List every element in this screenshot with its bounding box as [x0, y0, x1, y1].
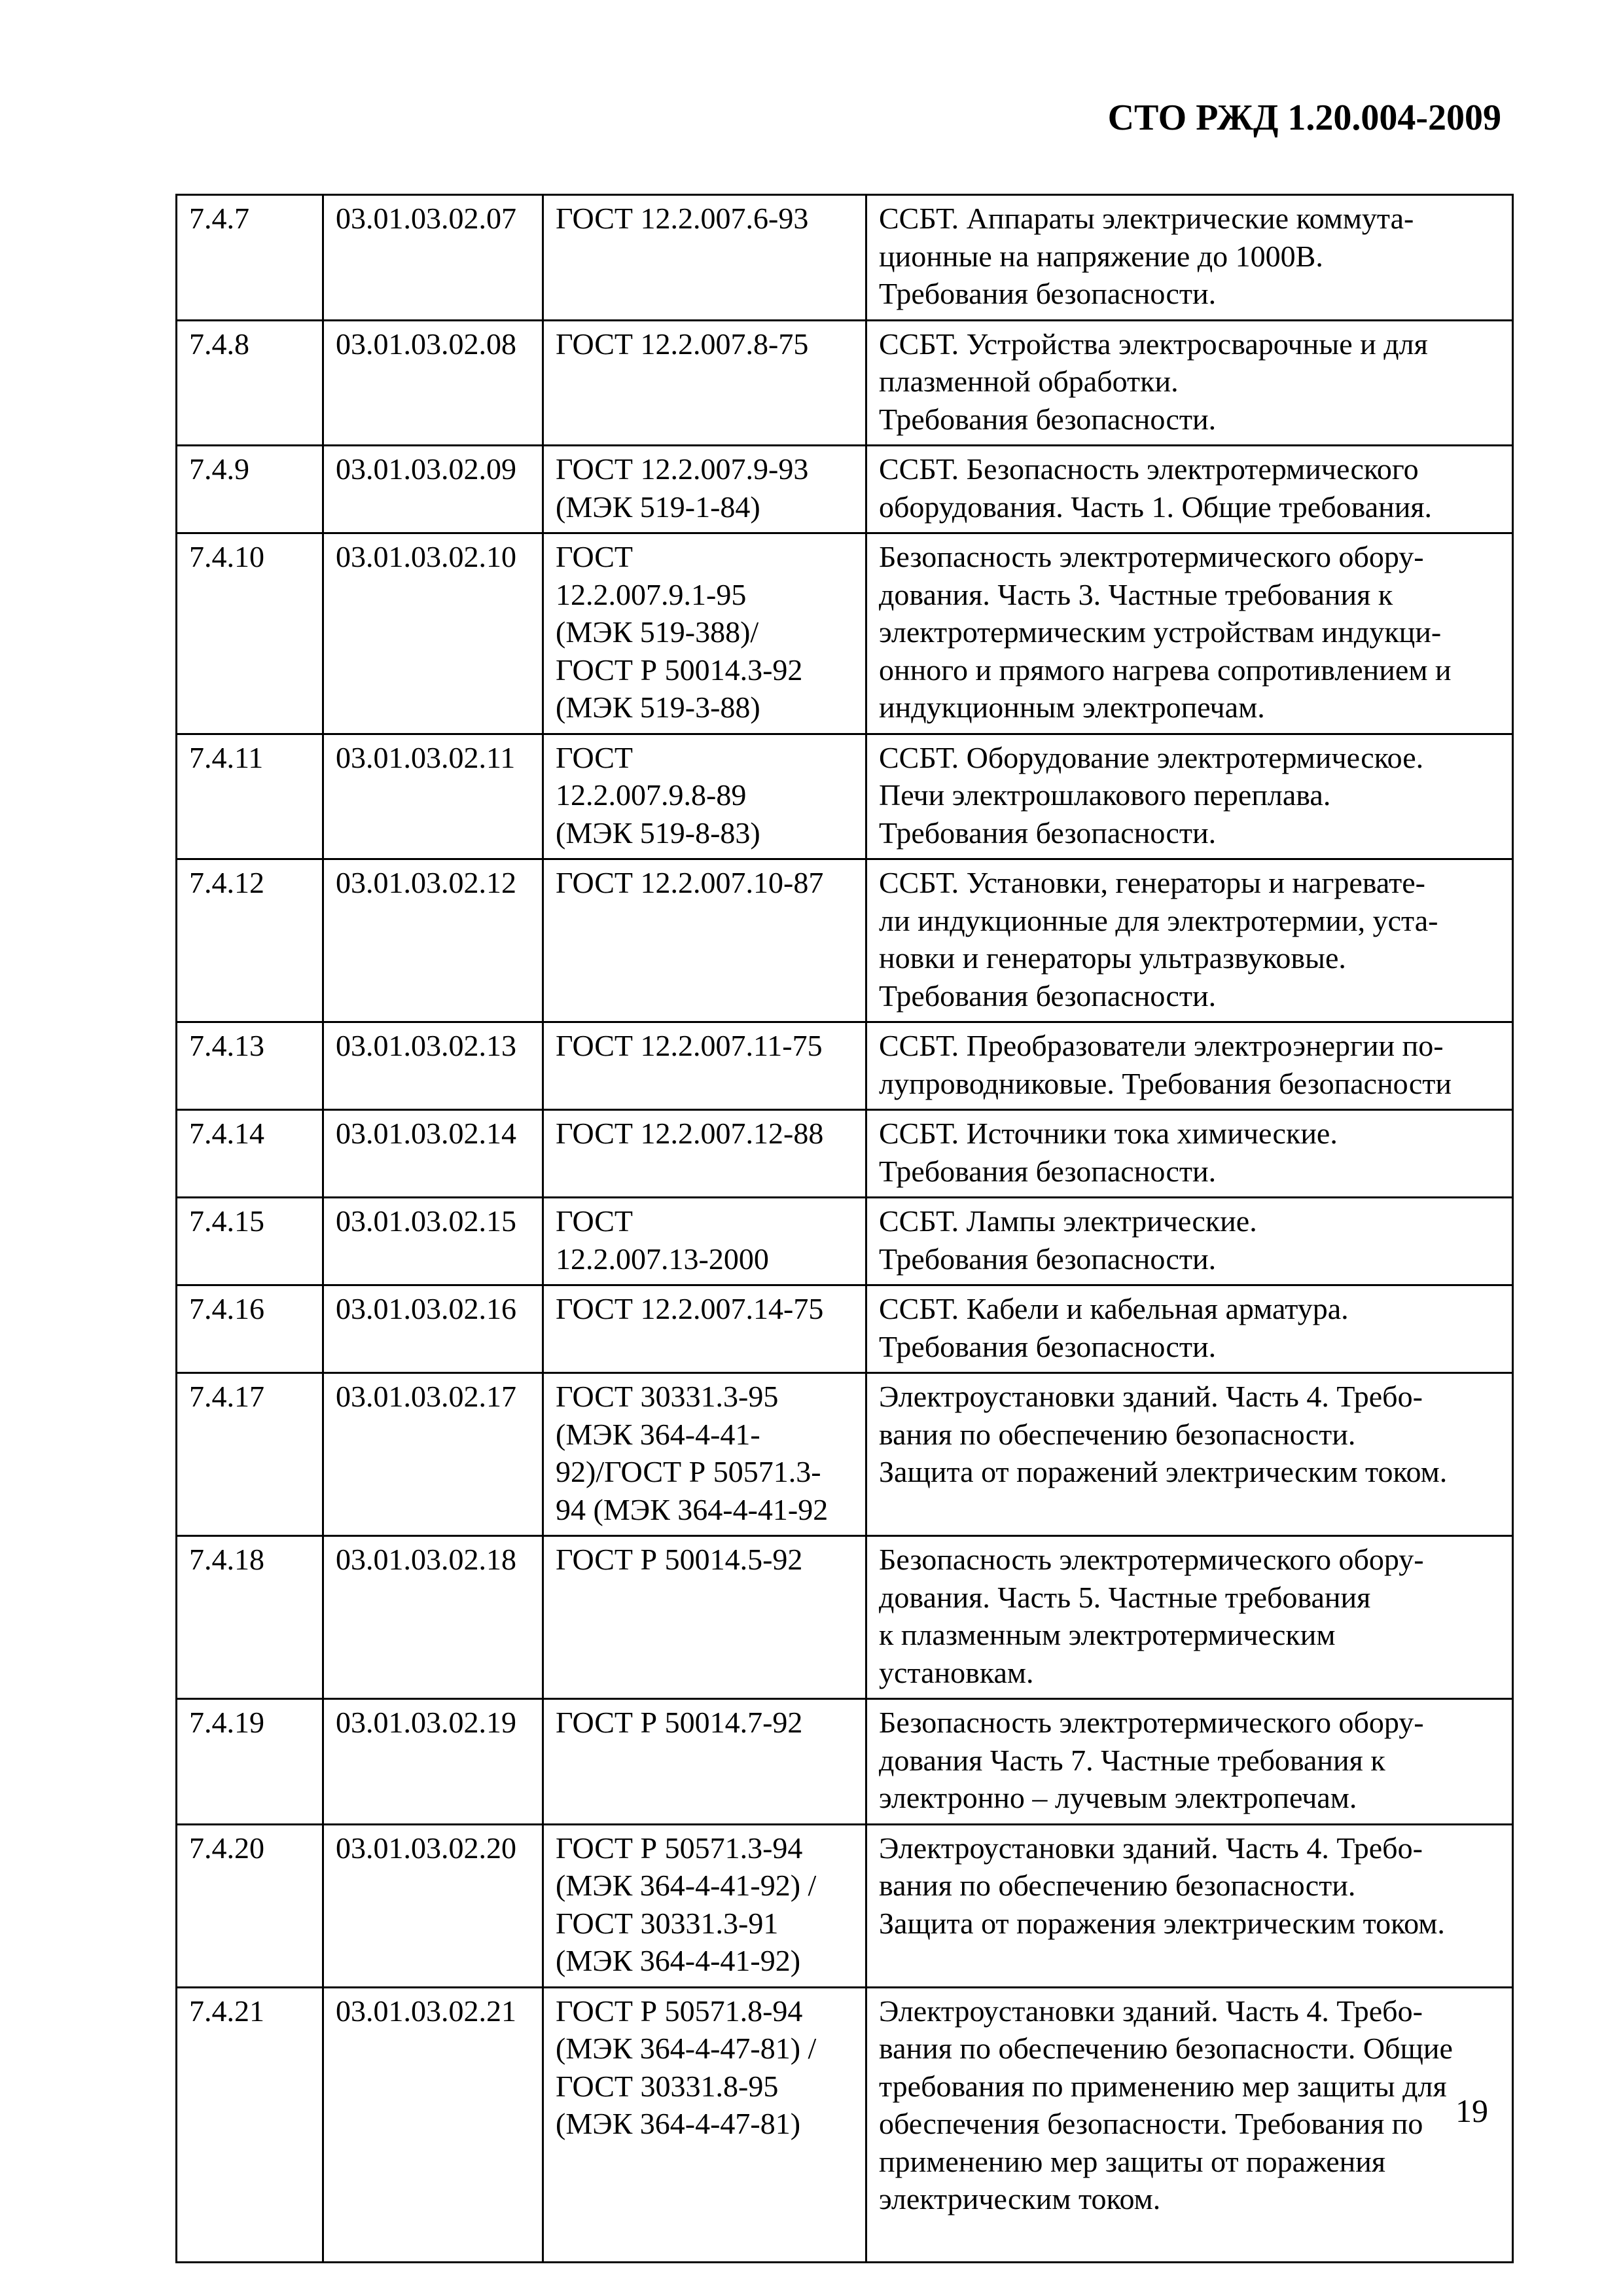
standard-designation [543, 533, 866, 734]
standard-line: (МЭК 519-3-88) [556, 691, 760, 724]
standard-line: (МЭК 519-1-84) [556, 490, 760, 524]
classifier-code: 03.01.03.02.15 [323, 1198, 543, 1285]
title-line: дования. Часть 5. Частные требования [879, 1580, 1371, 1614]
item-number: 7.4.18 [177, 1536, 323, 1699]
table-row [177, 1987, 1513, 2262]
standard-line: ГОСТ 30331.8-95 [556, 2069, 779, 2103]
item-number: 7.4.16 [177, 1285, 323, 1373]
standard-line: 12.2.007.9.8-89 [556, 778, 747, 812]
title-line: Электроустановки зданий. Часть 4. Требо- [879, 1380, 1423, 1413]
standard-line: ГОСТ 12.2.007.8-75 [556, 327, 809, 361]
item-number: 7.4.10 [177, 533, 323, 734]
title-line: ССБТ. Лампы электрические. [879, 1204, 1257, 1238]
standard-designation [543, 859, 866, 1022]
table-row [177, 859, 1513, 1022]
title-line: ционные на напряжение до 1000В. [879, 239, 1323, 273]
standard-line: ГОСТ 12.2.007.9-93 [556, 452, 809, 486]
classifier-code: 03.01.03.02.21 [323, 1987, 543, 2262]
table-row [177, 1198, 1513, 1285]
table-row [177, 1699, 1513, 1825]
title-line: ССБТ. Преобразователи электроэнергии по- [879, 1029, 1444, 1062]
table-row [177, 1824, 1513, 1987]
standard-designation [543, 195, 866, 321]
table-row [177, 734, 1513, 859]
standard-title [866, 195, 1513, 321]
standard-line: (МЭК 519-388)/ [556, 615, 759, 649]
table-row [177, 320, 1513, 446]
title-line: Безопасность электротермического обору- [879, 1543, 1424, 1576]
classifier-code: 03.01.03.02.12 [323, 859, 543, 1022]
standard-title [866, 1373, 1513, 1536]
title-line: электротермическим устройствам индукци- [879, 615, 1442, 649]
title-line: Требования безопасности. [879, 402, 1217, 436]
title-line: установкам. [879, 1655, 1034, 1689]
standard-line: ГОСТ 12.2.007.14-75 [556, 1292, 824, 1325]
standard-title [866, 1198, 1513, 1285]
standard-line: 92)/ГОСТ Р 50571.3- [556, 1455, 821, 1488]
title-line: ССБТ. Источники тока химические. [879, 1117, 1338, 1150]
title-line: ССБТ. Установки, генераторы и нагревате- [879, 866, 1425, 899]
standard-title [866, 320, 1513, 446]
standard-line: ГОСТ Р 50014.3-92 [556, 653, 803, 687]
item-number: 7.4.9 [177, 446, 323, 533]
classifier-code: 03.01.03.02.09 [323, 446, 543, 533]
title-line: лупроводниковые. Требования безопасности [879, 1066, 1452, 1100]
standard-title [866, 1110, 1513, 1198]
standard-line: ГОСТ Р 50571.3-94 [556, 1831, 803, 1865]
item-number: 7.4.11 [177, 734, 323, 859]
standard-designation [543, 1373, 866, 1536]
standard-designation [543, 734, 866, 859]
title-line: применению мер защиты от поражения [879, 2144, 1386, 2178]
classifier-code: 03.01.03.02.08 [323, 320, 543, 446]
standard-designation [543, 1198, 866, 1285]
title-line: ССБТ. Оборудование электротермическое. [879, 740, 1424, 774]
classifier-code: 03.01.03.02.17 [323, 1373, 543, 1536]
title-line: плазменной обработки. [879, 365, 1179, 398]
title-line: Печи электрошлакового переплава. [879, 778, 1331, 812]
title-line: ССБТ. Устройства электросварочные и для [879, 327, 1428, 361]
title-line: обеспечения безопасности. Требования по [879, 2107, 1423, 2140]
table-row [177, 446, 1513, 533]
classifier-code: 03.01.03.02.19 [323, 1699, 543, 1825]
classifier-code: 03.01.03.02.10 [323, 533, 543, 734]
title-line: Требования безопасности. [879, 1329, 1217, 1363]
title-line: онного и прямого нагрева сопротивлением и [879, 653, 1452, 687]
title-line: Электроустановки зданий. Часть 4. Требо- [879, 1831, 1423, 1865]
item-number: 7.4.19 [177, 1699, 323, 1825]
standard-designation [543, 1536, 866, 1699]
item-number: 7.4.12 [177, 859, 323, 1022]
standard-title [866, 1987, 1513, 2262]
title-line: Требования безопасности. [879, 1242, 1217, 1276]
item-number: 7.4.8 [177, 320, 323, 446]
standard-line: (МЭК 364-4-41- [556, 1417, 760, 1451]
table-row [177, 1536, 1513, 1699]
title-line: Защита от поражений электрическим током. [879, 1455, 1448, 1488]
standard-title [866, 734, 1513, 859]
title-line: ССБТ. Кабели и кабельная арматура. [879, 1292, 1349, 1325]
item-number: 7.4.7 [177, 195, 323, 321]
table-row [177, 533, 1513, 734]
title-line: вания по обеспечению безопасности. Общие [879, 2032, 1453, 2065]
standard-line: ГОСТ Р 50014.7-92 [556, 1706, 803, 1739]
standard-designation [543, 320, 866, 446]
standards-table [175, 194, 1514, 2263]
standard-line: 12.2.007.9.1-95 [556, 577, 747, 611]
title-line: Защита от поражения электрическим током. [879, 1906, 1445, 1940]
standard-designation [543, 1285, 866, 1373]
title-line: Электроустановки зданий. Часть 4. Требо- [879, 1994, 1423, 2028]
item-number: 7.4.15 [177, 1198, 323, 1285]
table-row [177, 1022, 1513, 1110]
title-line: Безопасность электротермического обору- [879, 540, 1424, 573]
standard-line: (МЭК 364-4-47-81) / [556, 2032, 817, 2065]
title-line: электрическим током. [879, 2182, 1161, 2215]
title-line: к плазменным электротермическим [879, 1618, 1336, 1651]
standard-designation [543, 446, 866, 533]
title-line: Требования безопасности. [879, 816, 1217, 850]
title-line: ли индукционные для электротермии, уста- [879, 903, 1438, 937]
classifier-code: 03.01.03.02.16 [323, 1285, 543, 1373]
standard-line: ГОСТ 12.2.007.12-88 [556, 1117, 824, 1150]
standard-line: 94 (МЭК 364-4-41-92 [556, 1492, 829, 1526]
standard-line: (МЭК 364-4-41-92) [556, 1944, 801, 1977]
classifier-code: 03.01.03.02.14 [323, 1110, 543, 1198]
standard-line: ГОСТ 30331.3-91 [556, 1906, 779, 1940]
title-line: ССБТ. Безопасность электротермического [879, 452, 1419, 486]
standard-title [866, 859, 1513, 1022]
title-line: новки и генераторы ультразвуковые. [879, 941, 1346, 975]
title-line: вания по обеспечению безопасности. [879, 1869, 1356, 1902]
document-header: СТО РЖД 1.20.004-2009 [1107, 98, 1501, 138]
standard-designation [543, 1824, 866, 1987]
standard-line: ГОСТ Р 50014.5-92 [556, 1543, 803, 1576]
title-line: Безопасность электротермического обору- [879, 1706, 1424, 1739]
standard-line: ГОСТ [556, 1204, 633, 1238]
standard-designation [543, 1022, 866, 1110]
item-number: 7.4.21 [177, 1987, 323, 2262]
standard-designation [543, 1699, 866, 1825]
item-number: 7.4.13 [177, 1022, 323, 1110]
title-line: Требования безопасности. [879, 277, 1217, 310]
table-row [177, 1110, 1513, 1198]
title-line: Требования безопасности. [879, 1154, 1217, 1188]
standard-line: (МЭК 364-4-47-81) [556, 2107, 801, 2140]
title-line: Требования безопасности. [879, 978, 1217, 1013]
page-number: 19 [1455, 2092, 1488, 2129]
title-line: требования по применению мер защиты для [879, 2069, 1447, 2103]
classifier-code: 03.01.03.02.18 [323, 1536, 543, 1699]
table-row [177, 1285, 1513, 1373]
standard-line: ГОСТ 12.2.007.11-75 [556, 1029, 823, 1062]
standard-designation [543, 1987, 866, 2262]
classifier-code: 03.01.03.02.20 [323, 1824, 543, 1987]
standard-line: (МЭК 519-8-83) [556, 816, 760, 850]
table-row [177, 1373, 1513, 1536]
standard-line: ГОСТ [556, 740, 633, 774]
standard-title [866, 1699, 1513, 1825]
item-number: 7.4.14 [177, 1110, 323, 1198]
title-line: индукционным электропечам. [879, 691, 1265, 724]
table-row [177, 195, 1513, 321]
standard-line: ГОСТ [556, 540, 633, 573]
standard-title [866, 1824, 1513, 1987]
title-line: дования. Часть 3. Частные требования к [879, 577, 1393, 611]
item-number: 7.4.17 [177, 1373, 323, 1536]
title-line: вания по обеспечению безопасности. [879, 1417, 1356, 1451]
standard-line: (МЭК 364-4-41-92) / [556, 1869, 817, 1902]
title-line: электронно – лучевым электропечам. [879, 1781, 1357, 1814]
standard-designation [543, 1110, 866, 1198]
title-line: дования Часть 7. Частные требования к [879, 1743, 1385, 1777]
standard-title [866, 1022, 1513, 1110]
classifier-code: 03.01.03.02.13 [323, 1022, 543, 1110]
standard-title [866, 533, 1513, 734]
standard-line: ГОСТ 12.2.007.6-93 [556, 202, 809, 235]
standard-line: 12.2.007.13-2000 [556, 1242, 769, 1276]
title-line: оборудования. Часть 1. Общие требования. [879, 490, 1433, 524]
standard-title [866, 1285, 1513, 1373]
standard-line: ГОСТ Р 50571.8-94 [556, 1994, 803, 2028]
standard-title [866, 1536, 1513, 1699]
standard-title [866, 446, 1513, 533]
standard-line: ГОСТ 30331.3-95 [556, 1380, 779, 1413]
standard-line: ГОСТ 12.2.007.10-87 [556, 866, 824, 899]
classifier-code: 03.01.03.02.07 [323, 195, 543, 321]
classifier-code: 03.01.03.02.11 [323, 734, 543, 859]
item-number: 7.4.20 [177, 1824, 323, 1987]
title-line: ССБТ. Аппараты электрические коммута- [879, 202, 1414, 235]
standards-table-body [177, 195, 1513, 2263]
